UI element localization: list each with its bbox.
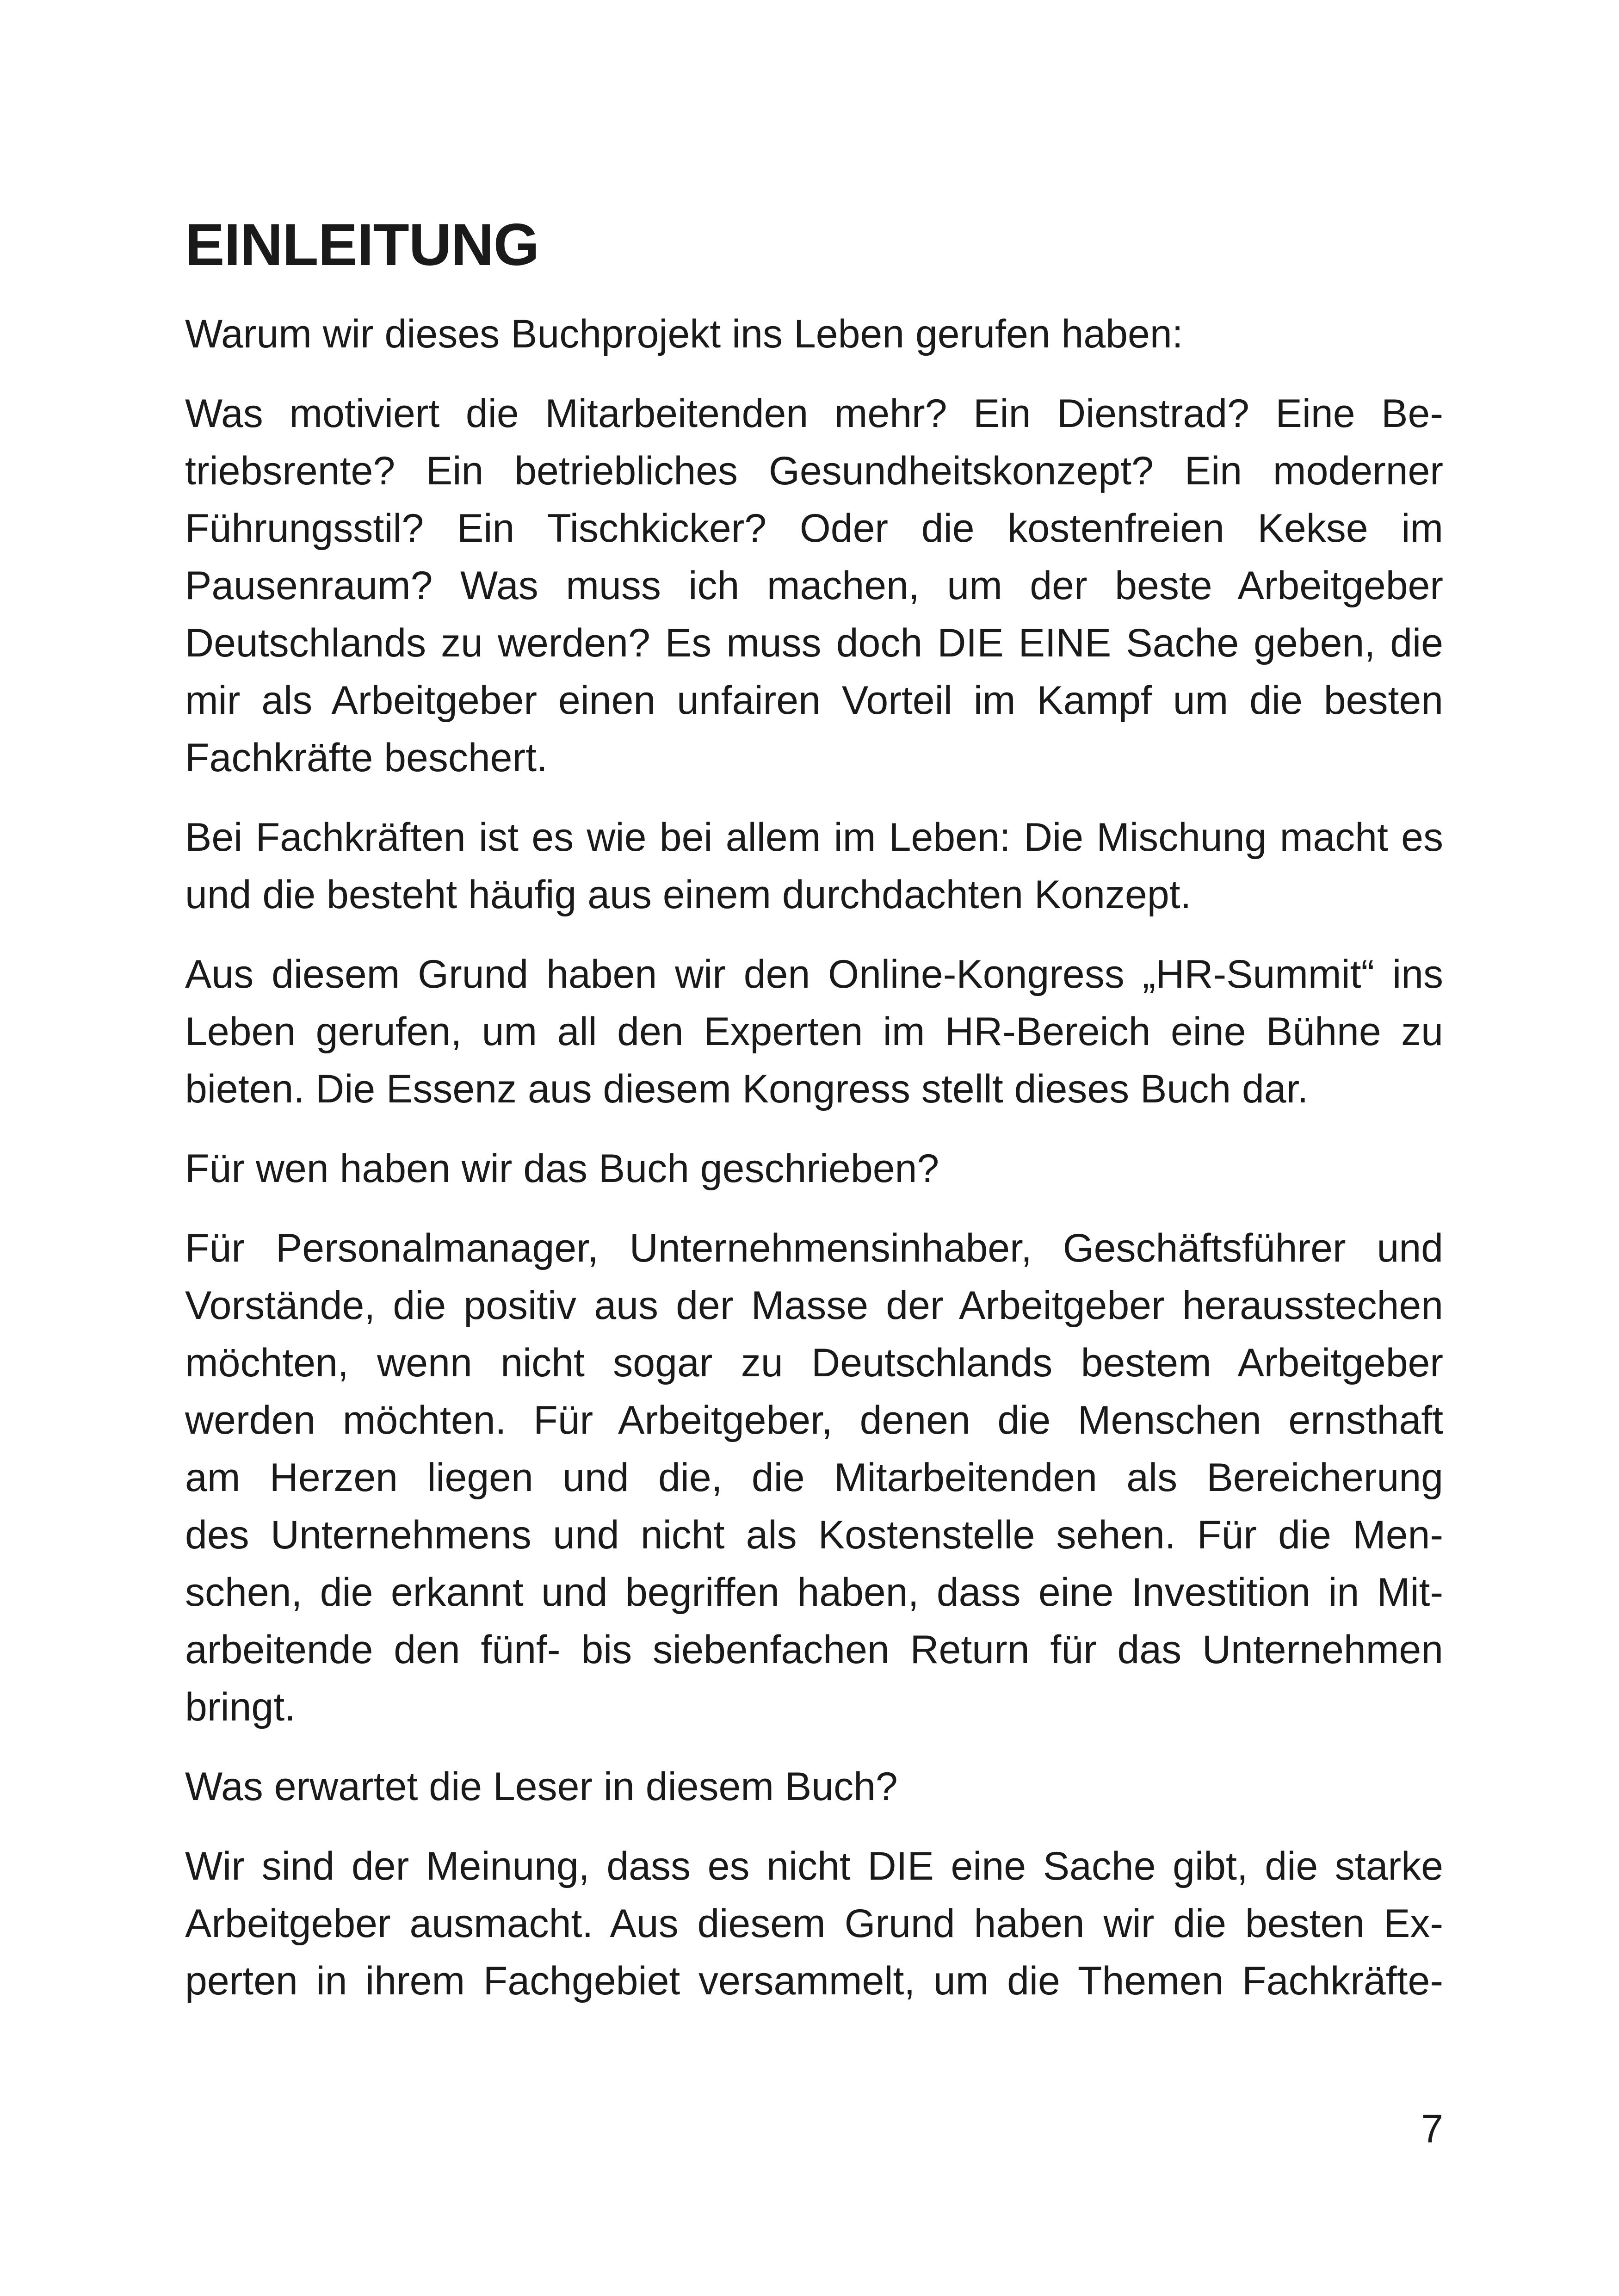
text-line: Was erwartet die Leser in diesem Buch?: [185, 1764, 898, 1809]
paragraph: [185, 946, 1443, 1118]
text-line: Deutschlands zu werden? Es muss doch DIE EINE Sache geben, die: [185, 621, 1443, 665]
text-line: Fachkräfte beschert.: [185, 736, 548, 780]
text-line: Aus diesem Grund haben wir den Online-Kongress „HR-Summit“ ins: [185, 952, 1443, 996]
text-line: Vorstände, die positiv aus der Masse der Arbeitgeber herausstechen: [185, 1283, 1443, 1328]
text-line: Wir sind der Meinung, dass es nicht DIE eine Sache gibt, die starke: [185, 1844, 1443, 1888]
text-line: Arbeitgeber ausmacht. Aus diesem Grund haben wir die besten Ex-: [185, 1901, 1443, 1946]
paragraph: [185, 305, 1443, 363]
text-line: perten in ihrem Fachgebiet versammelt, um die Themen Fachkräfte-: [185, 1959, 1443, 2003]
text-line: des Unternehmens und nicht als Kostenstelle sehen. Für die Men-: [185, 1513, 1443, 1557]
text-line: Pausenraum? Was muss ich machen, um der beste Arbeitgeber: [185, 563, 1443, 608]
text-line: Für Personalmanager, Unternehmensinhaber, Geschäftsführer und: [185, 1226, 1443, 1270]
paragraph: [185, 1219, 1443, 1736]
text-line: werden möchten. Für Arbeitgeber, denen die Menschen ernsthaft: [185, 1398, 1443, 1442]
text-line: schen, die erkannt und begriffen haben, dass eine Investition in Mit-: [185, 1570, 1443, 1615]
text-line: Bei Fachkräften ist es wie bei allem im Leben: Die Mischung macht es: [185, 815, 1443, 860]
text-line: Für wen haben wir das Buch geschrieben?: [185, 1146, 939, 1191]
text-line: bieten. Die Essenz aus diesem Kongress stellt dieses Buch dar.: [185, 1067, 1309, 1111]
text-line: Warum wir dieses Buchprojekt ins Leben gerufen haben:: [185, 312, 1183, 356]
paragraph: [185, 1758, 1443, 1815]
page-number: 7: [1421, 2107, 1443, 2151]
text-line: Führungsstil? Ein Tischkicker? Oder die kostenfreien Kekse im: [185, 506, 1443, 551]
paragraph: [185, 1838, 1443, 2010]
text-line: Leben gerufen, um all den Experten im HR-Bereich eine Bühne zu: [185, 1009, 1443, 1054]
text-line: am Herzen liegen und die, die Mitarbeitenden als Bereicherung: [185, 1455, 1443, 1500]
chapter-heading: EINLEITUNG: [185, 212, 539, 278]
paragraph: [185, 1140, 1443, 1197]
body-text: [185, 305, 1443, 2010]
text-line: bringt.: [185, 1685, 296, 1729]
text-line: und die besteht häufig aus einem durchdachten Konzept.: [185, 873, 1192, 917]
text-line: triebsrente? Ein betriebliches Gesundheitskonzept? Ein moderner: [185, 449, 1443, 493]
text-line: Was motiviert die Mitarbeitenden mehr? Ein Dienstrad? Eine Be-: [185, 391, 1443, 436]
paragraph: [185, 385, 1443, 786]
text-line: möchten, wenn nicht sogar zu Deutschlands bestem Arbeitgeber: [185, 1341, 1443, 1385]
page-content: [185, 204, 1443, 2032]
text-line: arbeitende den fünf- bis siebenfachen Return für das Unternehmen: [185, 1628, 1443, 1672]
paragraph: [185, 809, 1443, 923]
text-line: mir als Arbeitgeber einen unfairen Vorteil im Kampf um die besten: [185, 678, 1443, 723]
